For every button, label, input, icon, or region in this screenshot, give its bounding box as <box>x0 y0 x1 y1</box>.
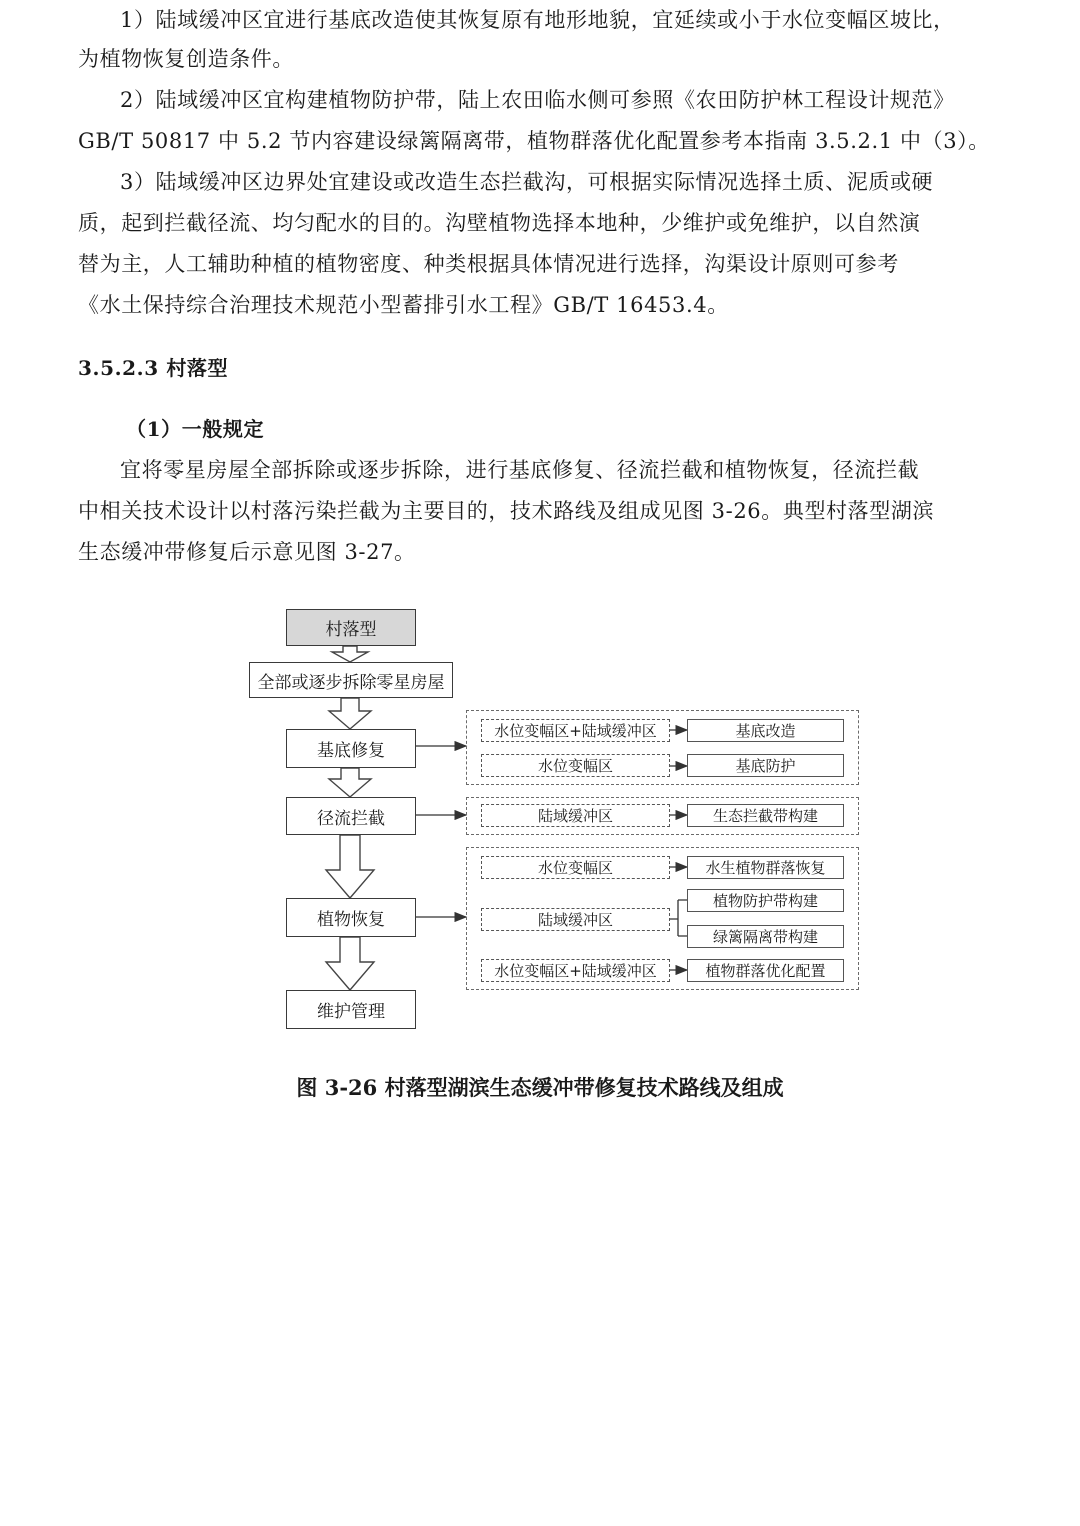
zone-water-level-1: 水位变幅区 <box>481 754 670 777</box>
step-plant-recovery: 植物恢复 <box>286 898 416 937</box>
paragraph-1-line-2: 为植物恢复创造条件。 <box>78 47 294 71</box>
paragraph-2-line-1: 2）陆域缓冲区宜构建植物防护带，陆上农田临水侧可参照《农田防护林工程设计规范》 <box>120 88 955 112</box>
paragraph-3-line-4: 《水土保持综合治理技术规范小型蓄排引水工程》GB/T 16453.4。 <box>78 293 729 317</box>
figure-caption: 图 3-26 村落型湖滨生态缓冲带修复技术路线及组成 <box>296 1075 784 1100</box>
paragraph-3-line-1: 3）陆域缓冲区边界处宜建设或改造生态拦截沟，可根据实际情况选择土质、泥质或硬 <box>120 170 934 194</box>
paragraph-3-line-2: 质，起到拦截径流、均匀配水的目的。沟壁植物选择本地种，少维护或免维护，以自然演 <box>78 211 921 235</box>
step-village-type: 村落型 <box>286 609 416 646</box>
zone-land-buffer-1: 陆域缓冲区 <box>481 804 670 827</box>
zone-water-land-1: 水位变幅区+陆域缓冲区 <box>481 719 670 742</box>
block-arrow-1 <box>332 646 368 662</box>
measure-base-improvement: 基底改造 <box>687 719 844 742</box>
step-runoff-interception: 径流拦截 <box>286 797 416 835</box>
measure-community-optimization: 植物群落优化配置 <box>687 959 844 982</box>
body-line-2: 中相关技术设计以村落污染拦截为主要目的，技术路线及组成见图 3-26。典型村落型湖滨 <box>78 499 935 523</box>
measure-protection-belt: 植物防护带构建 <box>687 889 844 912</box>
subsection-heading: （1）一般规定 <box>126 417 265 441</box>
step-base-repair: 基底修复 <box>286 729 416 768</box>
paragraph-3-line-3: 替为主，人工辅助种植的植物密度、种类根据具体情况进行选择，沟渠设计原则可参考 <box>78 252 899 276</box>
paragraph-1-line-1: 1）陆域缓冲区宜进行基底改造使其恢复原有地形地貌，宜延续或小于水位变幅区坡比， <box>120 8 955 32</box>
zone-water-level-2: 水位变幅区 <box>481 856 670 879</box>
step-demolish-houses: 全部或逐步拆除零星房屋 <box>249 662 453 698</box>
measure-base-protection: 基底防护 <box>687 754 844 777</box>
measure-aquatic-community: 水生植物群落恢复 <box>687 856 844 879</box>
step-maintenance: 维护管理 <box>286 990 416 1029</box>
body-line-1: 宜将零星房屋全部拆除或逐步拆除，进行基底修复、径流拦截和植物恢复，径流拦截 <box>120 458 920 482</box>
block-arrow-5 <box>326 937 374 990</box>
zone-water-land-2: 水位变幅区+陆域缓冲区 <box>481 959 670 982</box>
block-arrow-4 <box>326 835 374 898</box>
block-arrow-3 <box>329 768 371 797</box>
zone-land-buffer-2: 陆域缓冲区 <box>481 908 670 931</box>
body-line-3: 生态缓冲带修复后示意见图 3-27。 <box>78 540 416 564</box>
paragraph-2-line-2: GB/T 50817 中 5.2 节内容建设绿篱隔离带，植物群落优化配置参考本指南 3.5.2.1 中（3）。 <box>78 129 990 153</box>
block-arrow-2 <box>329 698 371 729</box>
measure-hedge-belt: 绿篱隔离带构建 <box>687 925 844 948</box>
section-heading: 3.5.2.3 村落型 <box>78 356 229 380</box>
measure-ecological-interception: 生态拦截带构建 <box>687 804 844 827</box>
